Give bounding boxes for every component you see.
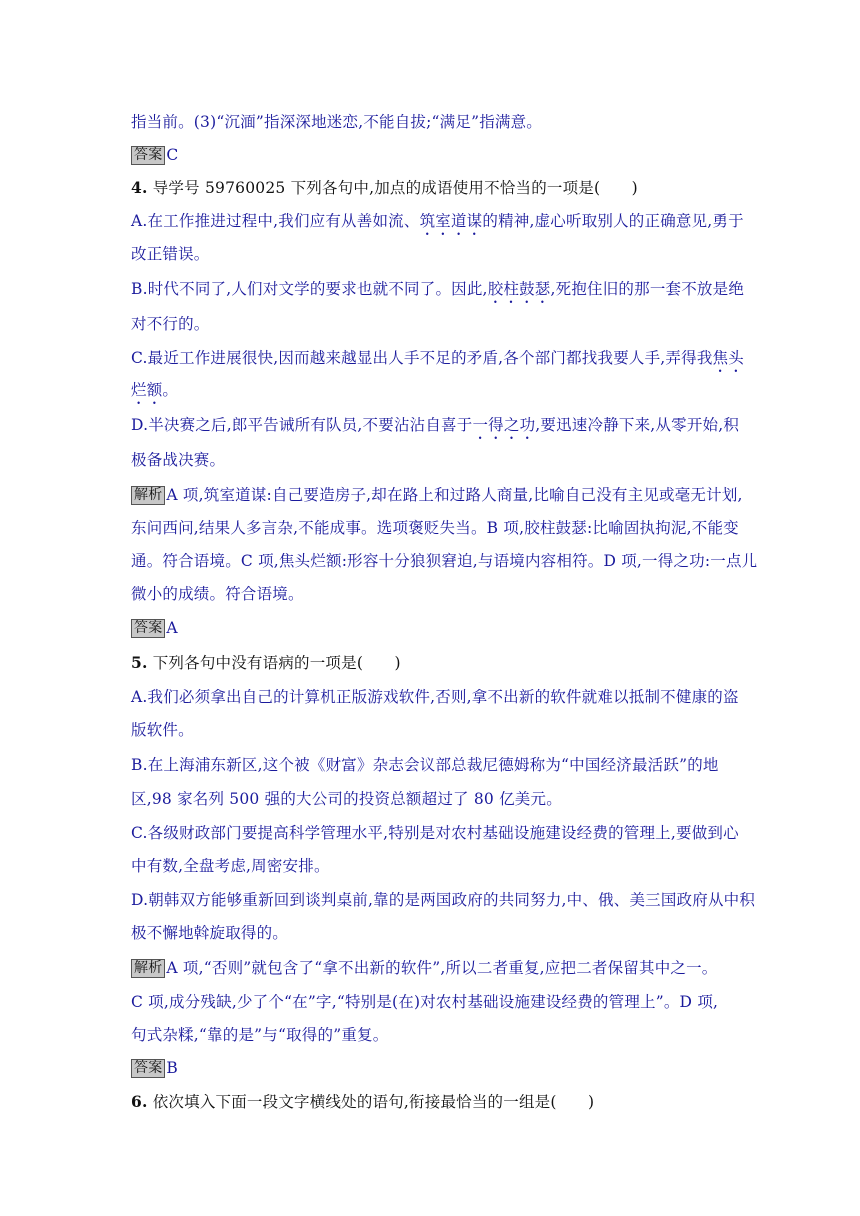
dotted-idiom: 筑室道谋 xyxy=(419,212,483,230)
option-d-line-2 xyxy=(131,450,225,470)
text-span: 通。符合语境。C 项,焦头烂额:形容十分狼狈窘迫,与语境内容相符。D 项,一得之功:一点儿 xyxy=(131,552,758,570)
option-b-line-1 xyxy=(131,755,719,775)
text-span: 的精神,虚心听取别人的正确意见,勇于 xyxy=(482,212,744,230)
dotted-idiom: 烂额 xyxy=(131,381,163,399)
option-d-line-1 xyxy=(131,415,739,443)
text-span: A.我们必须拿出自己的计算机正版游戏软件,否则,拿不出新的软件就难以抵制不健康的盗 xyxy=(131,688,739,706)
option-d-line-2 xyxy=(131,923,288,943)
text-span: 句式杂糅,“靠的是”与“取得的”重复。 xyxy=(131,1026,389,1044)
analysis-line-2 xyxy=(131,992,718,1012)
text-span: B.时代不同了,人们对文学的要求也就不同了。因此, xyxy=(131,280,488,298)
dotted-idiom: 焦头 xyxy=(712,349,744,367)
text-span: 指当前。(3)“沉湎”指深深地迷恋,不能自拔;“满足”指满意。 xyxy=(131,113,543,131)
text-span: A 项,筑室道谋:自己要造房子,却在路上和过路人商量,比喻自己没有主见或毫无计划, xyxy=(166,486,743,504)
option-a-line-2 xyxy=(131,720,194,740)
analysis-tag: 解析 xyxy=(131,959,165,978)
question-4-stem xyxy=(131,178,638,198)
option-c-line-1 xyxy=(131,348,744,376)
answer-tag: 答案 xyxy=(131,146,165,165)
text-span: 微小的成绩。符合语境。 xyxy=(131,585,304,603)
text-span: 极不懈地斡旋取得的。 xyxy=(131,924,289,942)
answer-line xyxy=(131,618,178,638)
answer-value: B xyxy=(166,1059,178,1077)
question-text: 下列各句中没有语病的一项是( ) xyxy=(147,654,401,672)
option-c-line-2 xyxy=(131,856,330,876)
option-b-line-1 xyxy=(131,279,744,307)
text-span: 。 xyxy=(162,381,179,399)
text-span: 东问西问,结果人多言杂,不能成事。选项褒贬失当。B 项,胶柱鼓瑟:比喻固执拘泥,不能变 xyxy=(131,519,739,537)
question-text: 依次填入下面一段文字横线处的语句,衔接最恰当的一组是( ) xyxy=(147,1093,595,1111)
analysis-line-3 xyxy=(131,551,757,571)
analysis-line-1 xyxy=(131,958,718,978)
question-5-stem xyxy=(131,653,401,673)
answer-value: C xyxy=(166,146,179,164)
question-number: 4. xyxy=(131,178,148,197)
option-a-line-1 xyxy=(131,687,739,707)
answer-tag: 答案 xyxy=(131,1059,165,1078)
option-a-line-1 xyxy=(131,211,744,239)
text-span: D.朝韩双方能够重新回到谈判桌前,靠的是两国政府的共同努力,中、俄、美三国政府从中积 xyxy=(131,891,756,909)
analysis-line-2 xyxy=(131,518,739,538)
analysis-tag: 解析 xyxy=(131,486,165,505)
text-span: A.在工作推进过程中,我们应有从善如流、 xyxy=(131,212,420,230)
text-span: C 项,成分残缺,少了个“在”字,“特别是(在)对农村基础设施建设经费的管理上”。D 项, xyxy=(131,993,719,1011)
option-b-line-2 xyxy=(131,314,210,334)
question-6-stem xyxy=(131,1092,594,1112)
text-span: ,死抱住旧的那一套不放是绝 xyxy=(550,280,745,298)
text-span: C.最近工作进展很快,因而越来越显出人手不足的矛盾,各个部门都找我要人手,弄得我 xyxy=(131,349,713,367)
answer-line xyxy=(131,1058,178,1078)
option-c-line-2 xyxy=(131,380,178,408)
text-span: 对不行的。 xyxy=(131,315,210,333)
answer-value: A xyxy=(166,619,178,637)
text-span: 区,98 家名列 500 强的大公司的投资总额超过了 80 亿美元。 xyxy=(131,790,562,808)
analysis-line-3 xyxy=(131,1025,388,1045)
option-c-line-1 xyxy=(131,823,739,843)
text-span: ,要迅速冷静下来,从零开始,积 xyxy=(535,416,740,434)
text-span: 版软件。 xyxy=(131,721,194,739)
question-number: 5. xyxy=(131,653,148,672)
analysis-line-1 xyxy=(131,485,743,505)
analysis-line-4 xyxy=(131,584,304,604)
text-span: 极备战决赛。 xyxy=(131,451,226,469)
option-d-line-1 xyxy=(131,890,755,910)
dotted-idiom: 胶柱鼓瑟 xyxy=(487,280,551,298)
text-span: 中有数,全盘考虑,周密安排。 xyxy=(131,857,330,875)
answer-tag: 答案 xyxy=(131,619,165,638)
option-b-line-2 xyxy=(131,789,562,809)
text-span: D.半决赛之后,郎平告诫所有队员,不要沾沾自喜于 xyxy=(131,416,473,434)
text-span: B.在上海浦东新区,这个被《财富》杂志会议部总裁尼德姆称为“中国经济最活跃”的地 xyxy=(131,756,719,774)
explanation-line xyxy=(131,112,542,132)
text-span: 改正错误。 xyxy=(131,245,210,263)
question-number: 6. xyxy=(131,1092,148,1111)
answer-line xyxy=(131,145,178,165)
text-span: A 项,“否则”就包含了“拿不出新的软件”,所以二者重复,应把二者保留其中之一。 xyxy=(166,959,718,977)
text-span: C.各级财政部门要提高科学管理水平,特别是对农村基础设施建设经费的管理上,要做到心 xyxy=(131,824,739,842)
option-a-line-2 xyxy=(131,244,210,264)
question-text: 导学号 59760025 下列各句中,加点的成语使用不恰当的一项是( ) xyxy=(147,179,638,197)
dotted-idiom: 一得之功 xyxy=(472,416,536,434)
